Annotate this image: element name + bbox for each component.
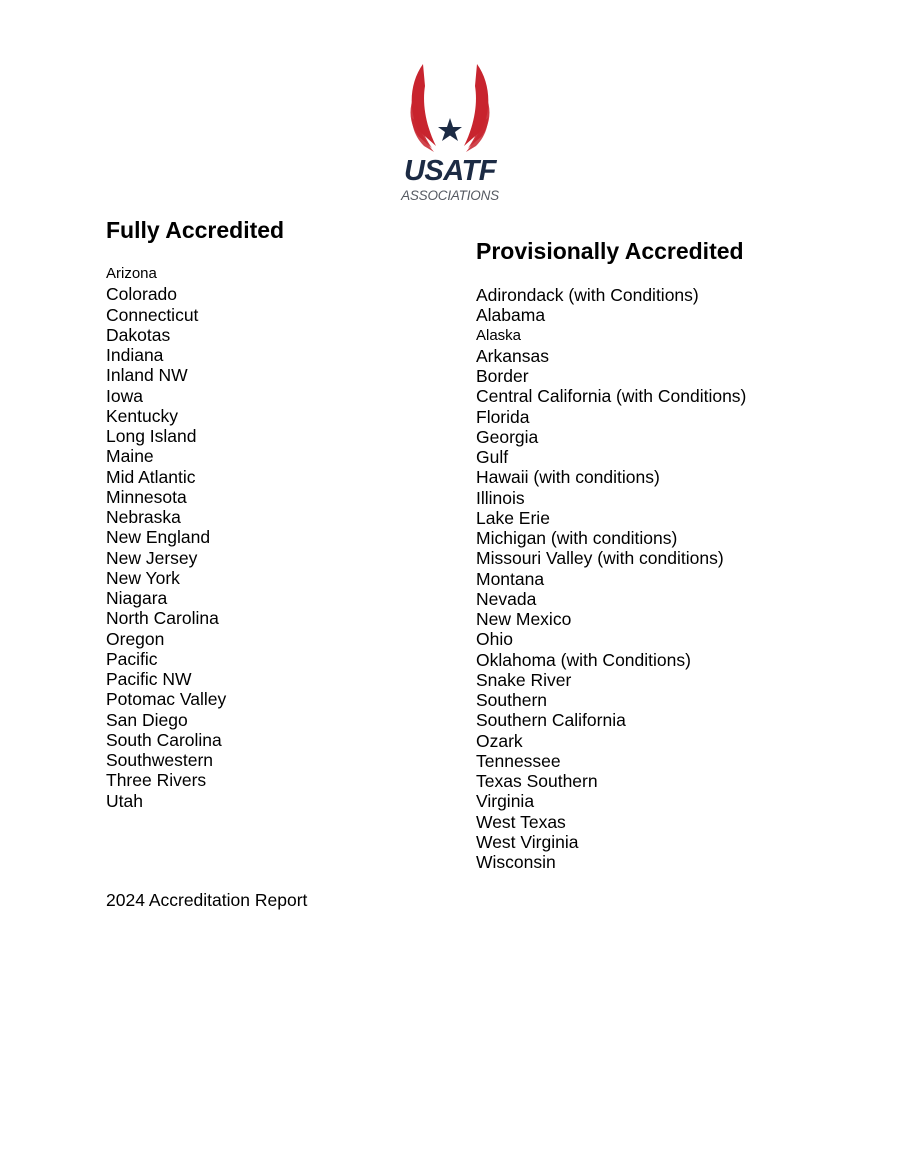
list-item: Tennessee [476,750,561,771]
list-item: Utah [106,790,143,811]
list-item: Ozark [476,730,523,751]
list-item: Georgia [476,426,539,447]
list-item: Potomac Valley [106,689,227,710]
list-item: Southwestern [106,750,214,770]
list-item: Ohio [476,629,513,650]
list-item: Colorado [106,284,178,305]
list-item: Lake Erie [476,507,550,528]
list-item: Alaska [476,326,522,344]
list-item: San Diego [106,709,188,730]
list-item: Mid Atlantic [106,466,196,487]
fully-accredited-list [106,264,284,811]
list-item: Virginia [476,791,535,812]
list-item: Long Island [106,426,197,446]
list-item: North Carolina [106,608,219,629]
provisionally-accredited-section [476,237,746,872]
provisionally-accredited-heading: Provisionally Accredited [476,238,744,264]
list-item: Border [476,366,529,386]
list-item: New Mexico [476,609,572,629]
list-item: Oregon [106,628,165,649]
list-item: Kentucky [106,405,178,426]
list-item: Alabama [476,305,546,326]
list-item: Southern [476,690,548,710]
list-item: Three Rivers [106,770,207,791]
fully-accredited-section [106,216,284,811]
list-item: Nebraska [106,507,181,527]
list-item: Missouri Valley (with conditions) [476,548,724,569]
list-item: New England [106,527,211,548]
list-item: Iowa [106,385,143,406]
fully-accredited-heading: Fully Accredited [106,217,285,243]
list-item: New York [106,567,180,588]
list-item: Snake River [476,669,572,690]
report-footer: 2024 Accreditation Report [106,890,308,910]
list-item: Southern California [476,710,626,731]
winged-star-icon [388,60,512,156]
list-item: Hawaii (with conditions) [476,467,660,488]
list-item: Central California (with Conditions) [476,386,747,407]
list-item: Texas Southern [476,771,598,791]
list-item: Nevada [476,588,537,609]
list-item: Michigan (with conditions) [476,528,678,548]
list-item: Gulf [476,447,509,467]
list-item: Pacific [106,648,158,669]
list-item: Inland NW [106,365,188,386]
list-item: Maine [106,446,154,467]
list-item: Oklahoma (with Conditions) [476,649,691,670]
provisionally-accredited-list [476,285,746,872]
list-item: Pacific NW [106,669,192,689]
list-item: Montana [476,568,545,589]
logo-subtitle: ASSOCIATIONS [401,188,499,203]
list-item: West Virginia [476,831,579,852]
usatf-logo [388,60,512,210]
list-item: New Jersey [106,547,198,568]
list-item: Dakotas [106,324,171,345]
logo-wordmark: USATF [403,155,496,187]
list-item: South Carolina [106,729,222,750]
list-item: Niagara [106,588,168,608]
list-item: Adirondack (with Conditions) [476,285,699,305]
list-item: Arkansas [476,345,549,366]
list-item: West Texas [476,811,566,832]
list-item: Indiana [106,345,164,365]
list-item: Arizona [106,265,157,282]
list-item: Wisconsin [476,852,556,872]
list-item: Florida [476,406,530,427]
list-item: Illinois [476,487,525,508]
list-item: Minnesota [106,486,187,507]
list-item: Connecticut [106,304,199,325]
